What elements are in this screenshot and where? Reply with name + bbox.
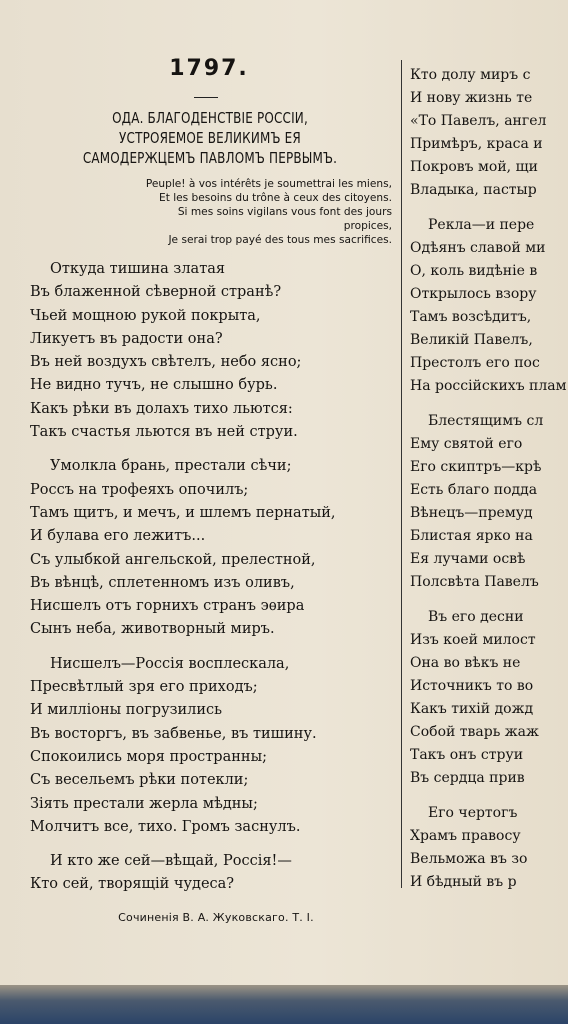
- verse-line: Умолкла брань, престали сѣчи;: [50, 458, 292, 475]
- verse-line: Нисшелъ—Россія восплескала,: [50, 655, 290, 672]
- verse-line: Блестящимъ сл: [428, 413, 544, 429]
- verse-line: Откуда тишина златая: [50, 261, 226, 277]
- verse-line: Такъ счастья льются въ ней струи.: [30, 424, 298, 441]
- verse-line: Съ улыбкой ангельской, прелестной,: [30, 551, 316, 568]
- verse-line: Ликуетъ въ радости она?: [30, 330, 223, 347]
- verse-line: Тамъ щитъ, и мечъ, и шлемъ пернатый,: [30, 504, 336, 521]
- verse-line: Молчитъ все, тихо. Громъ заснулъ.: [30, 818, 301, 835]
- verse-line: Владыка, пастыр: [410, 182, 537, 198]
- verse-line: «То Павелъ, ангел: [410, 113, 547, 129]
- verse-line: Пресвѣтлый зря его приходъ;: [30, 679, 258, 696]
- verse-line: Полсвѣта Павелъ: [410, 574, 539, 590]
- ode-title: [45, 108, 375, 168]
- page-edge-shadow: [0, 985, 568, 1024]
- epigraph-line: Je serai trop payé des tous mes sacrifices.: [168, 234, 392, 246]
- verse-line: Рекла—и пере: [428, 217, 535, 233]
- verse-line: Въ ней воздухъ свѣтелъ, небо ясно;: [30, 354, 302, 371]
- verse-line: Сынъ неба, животворный миръ.: [30, 621, 275, 638]
- right-stanza-3: [410, 410, 568, 594]
- verse-line: И кто же сей—вѣщай, Россія!—: [50, 853, 292, 870]
- right-stanza-1: [410, 64, 568, 202]
- verse-line: Его чертогъ: [428, 805, 518, 821]
- verse-line: Открылось взору: [410, 286, 537, 302]
- year-heading: 1797.: [169, 56, 249, 81]
- right-stanza-4: [410, 606, 568, 790]
- verse-line: Кто долу миръ с: [410, 67, 531, 83]
- epigraph-line: Peuple! à vos intérêts je soumettrai les miens,: [145, 178, 392, 190]
- verse-line: Тамъ возсѣдитъ,: [410, 309, 532, 325]
- verse-line: Съ весельемъ рѣки потекли;: [30, 772, 249, 789]
- verse-line: Въ блаженной сѣверной странѣ?: [30, 284, 282, 301]
- verse-line: Какъ рѣки въ долахъ тихо льются:: [30, 400, 293, 417]
- verse-line: И бѣдный въ р: [410, 874, 517, 890]
- heading-divider: [194, 97, 218, 98]
- verse-line: Она во вѣкъ не: [410, 655, 521, 671]
- epigraph-line: propices,: [343, 220, 392, 232]
- verse-line: Въ сердца прив: [410, 770, 525, 786]
- verse-line: Въ восторгъ, въ забвенье, въ тишину.: [30, 725, 317, 742]
- epigraph-line: Et les besoins du trône à ceux des citoyens.: [159, 192, 392, 204]
- left-column: [30, 56, 402, 924]
- verse-line: Кто сей, творящій чудеса?: [30, 876, 235, 893]
- verse-line: Храмъ правосу: [410, 828, 521, 844]
- verse-line: Зіять престали жерла мѣдны;: [30, 795, 258, 812]
- source-citation: Сочиненія В. А. Жуковскаго. Т. І.: [118, 910, 314, 924]
- verse-line: Вѣнецъ—премуд: [410, 505, 533, 521]
- verse-line: Примѣръ, краса и: [410, 136, 543, 152]
- verse-line: Источникъ то во: [410, 678, 534, 694]
- verse-line: Чьей мощною рукой покрыта,: [30, 307, 261, 324]
- verse-line: И нову жизнь те: [410, 90, 533, 106]
- verse-line: На россійскихъ плам: [410, 378, 567, 394]
- verse-line: Въ его десни: [428, 609, 524, 625]
- verse-line: Собой тварь жаж: [410, 724, 539, 740]
- stanza-2: [30, 455, 402, 641]
- verse-line: Изъ коей милост: [410, 632, 536, 648]
- epigraph: [30, 177, 402, 247]
- right-stanza-2: [410, 214, 568, 398]
- verse-line: Не видно тучъ, не слышно бурь.: [30, 377, 278, 394]
- verse-line: О, коль видѣніе в: [410, 263, 538, 279]
- stanza-3: [30, 653, 402, 839]
- stanza-4: [30, 850, 402, 897]
- verse-line: Такъ онъ струи: [410, 747, 524, 763]
- title-line: ОДА. БЛАГОДЕНСТВІЕ РОССІИ,: [112, 109, 308, 127]
- verse-line: Нисшелъ отъ горнихъ странъ эѳира: [30, 598, 305, 615]
- epigraph-line: Si mes soins vigilans vous font des jours: [177, 206, 392, 218]
- verse-line: Какъ тихій дожд: [410, 701, 534, 717]
- title-line: УСТРОЯЕМОЕ ВЕЛИКИМЪ ЕЯ: [119, 129, 301, 147]
- verse-line: Его скиптръ—крѣ: [410, 459, 542, 475]
- stanza-1: [30, 258, 402, 444]
- verse-line: Въ вѣнцѣ, сплетенномъ изъ оливъ,: [30, 574, 295, 591]
- verse-line: Есть благо подда: [410, 482, 538, 498]
- verse-line: И булава его лежитъ...: [30, 528, 206, 545]
- verse-line: Одѣянъ славой ми: [410, 240, 546, 256]
- right-stanza-5: [410, 802, 568, 894]
- title-line: САМОДЕРЖЦЕМЪ ПАВЛОМЪ ПЕРВЫМЪ.: [82, 149, 338, 167]
- verse-line: Ему святой его: [410, 436, 523, 452]
- verse-line: Великій Павелъ,: [410, 332, 533, 348]
- verse-line: Престолъ его пос: [410, 355, 540, 371]
- verse-line: Спокоились моря пространны;: [30, 748, 267, 765]
- column-rule: [401, 60, 402, 888]
- verse-line: Ея лучами освѣ: [410, 551, 526, 567]
- verse-line: Россъ на трофеяхъ опочилъ;: [30, 481, 249, 498]
- verse-line: И милліоны погрузились: [30, 702, 223, 719]
- right-column: [410, 64, 568, 906]
- verse-line: Вельможа въ зо: [410, 851, 528, 867]
- verse-line: Блистая ярко на: [410, 528, 533, 544]
- verse-line: Покровъ мой, щи: [410, 159, 538, 175]
